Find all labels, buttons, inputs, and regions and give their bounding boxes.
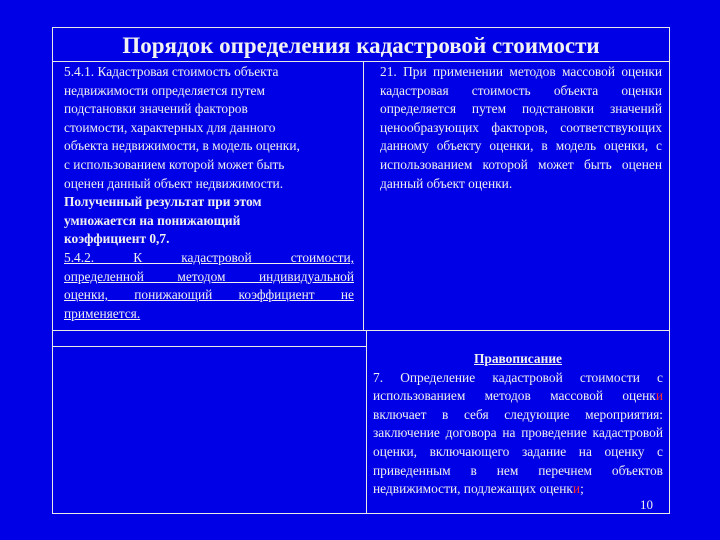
left-line-6: с использованием которой может быть — [64, 156, 285, 172]
bottom-text-part-2: включает в себя следующие мероприятия: заключение договора на проведение кадастровой оценки, включающего задание на оценку с приведенным в нем перечнем объектов недвижимости, подлежащих оценк — [373, 406, 663, 497]
left-underlined-line-2: определенной методом индивидуальной — [64, 268, 354, 284]
highlighted-letter-1: и — [655, 388, 663, 404]
left-bold-line-3: коэффициент 0,7. — [64, 231, 170, 247]
bottom-text-part-3: ; — [580, 481, 584, 497]
left-cell-text — [64, 63, 354, 323]
page-number: 10 — [640, 497, 653, 512]
row-divider-lower — [52, 346, 366, 347]
left-bold-line-2: умножается на понижающий — [64, 212, 241, 228]
right-cell-text: 21. При применении методов массовой оценки кадастровая стоимость объекта оценки определяется путем подстановки значений ценообразующих факторов, соответствующих данному объекту оценки, в модель оценки, с использованием которой может быть оценен данный объект оценки. — [380, 64, 662, 191]
left-line-4: стоимости, характерных для данного — [64, 119, 276, 135]
left-line-1: 5.4.1. Кадастровая стоимость объекта — [64, 64, 279, 79]
left-line-3: подстановки значений факторов — [64, 101, 248, 117]
left-line-7: оценен данный объект недвижимости. — [64, 175, 284, 191]
slide-title: Порядок определения кадастровой стоимости — [122, 33, 600, 58]
left-line-2: недвижимости определяется путем — [64, 82, 265, 98]
column-divider-bottom — [366, 330, 367, 514]
column-divider-top — [363, 61, 364, 330]
bottom-text-part-1: 7. Определение кадастровой стоимости с использованием методов массовой оценк — [373, 369, 663, 404]
left-underlined-line-1: 5.4.2. К кадастровой стоимости, — [64, 249, 354, 265]
row-divider — [52, 330, 670, 331]
bottom-cell-text — [373, 369, 663, 499]
left-underlined-line-4: применяется. — [64, 305, 141, 321]
highlighted-letter-2: и — [572, 481, 581, 497]
left-bold-line-1: Полученный результат при этом — [64, 194, 262, 210]
left-line-5: объекта недвижимости, в модель оценки, — [64, 138, 300, 154]
left-underlined-line-3: оценки, понижающий коэффициент не — [64, 287, 354, 303]
bottom-cell — [373, 350, 663, 499]
spelling-heading: Правописание — [473, 351, 562, 366]
